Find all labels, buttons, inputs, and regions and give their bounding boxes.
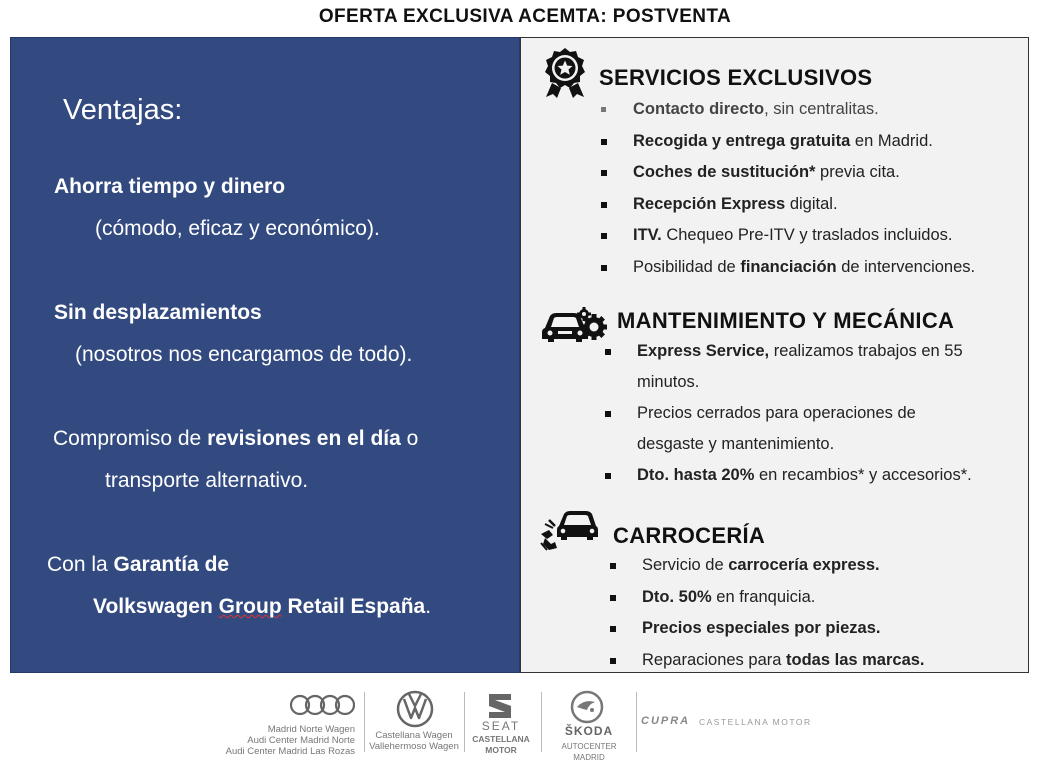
vw-dealer-1: Castellana Wagen (375, 730, 453, 741)
item-text: en recambios* y accesorios*. (754, 466, 972, 484)
advantage-4-brand-b: Group (218, 595, 282, 618)
item-bold: financiación (740, 257, 837, 276)
advantage-3-detail: transporte alternativo. (105, 469, 309, 492)
list-item (601, 189, 975, 221)
car-repair-icon (539, 508, 599, 552)
advantage-4-brand (93, 595, 425, 618)
skoda-brand: ŠKODA (564, 724, 614, 738)
carroceria-list (610, 550, 925, 676)
skoda-dealer: AUTOCENTER MADRID (561, 742, 617, 762)
item-bold: Express Service, (637, 342, 770, 360)
advantage-2-title: Sin desplazamientos (54, 301, 262, 324)
list-item (601, 94, 975, 126)
item-bold: Precios especiales por piezas. (642, 619, 881, 637)
item-text: Chequeo Pre-ITV y traslados incluidos. (661, 226, 953, 244)
logo-divider (541, 692, 542, 752)
advantage-3-bold: revisiones en el día (207, 427, 401, 450)
item-text: realizamos trabajos en 55 (769, 342, 963, 360)
bullet-square-icon (601, 265, 607, 271)
list-item (610, 613, 925, 645)
list-item (605, 336, 972, 398)
audi-dealers (200, 724, 355, 757)
advantages-heading: Ventajas: (63, 94, 183, 126)
skoda-logo-icon (570, 690, 604, 724)
item-text-cont: minutos. (637, 373, 700, 391)
item-bold: carrocería express. (728, 556, 880, 574)
bullet-square-icon (610, 595, 616, 601)
bullet-square-icon (601, 233, 607, 239)
list-item (601, 126, 975, 158)
item-text: digital. (785, 194, 838, 213)
audi-rings-icon (289, 693, 355, 717)
item-text: Precios cerrados para operaciones de (637, 404, 916, 422)
list-item (610, 645, 925, 677)
page-title: OFERTA EXCLUSIVA ACEMTA: POSTVENTA (318, 6, 732, 27)
item-bold: todas las marcas. (786, 650, 925, 669)
item-text: de intervenciones. (836, 257, 976, 276)
logo-divider (636, 692, 637, 752)
item-bold: Recepción Express (633, 194, 786, 213)
bullet-square-icon (605, 349, 611, 355)
cupra-dealer: CASTELLANA MOTOR (699, 717, 812, 727)
bullet-square-icon (610, 658, 616, 664)
advantage-3-pre: Compromiso de (53, 427, 208, 450)
audi-dealer-3: Audi Center Madrid Las Rozas (225, 746, 355, 757)
item-bold: Contacto directo (633, 100, 765, 118)
logo-divider (464, 692, 465, 752)
seat-brand: SEAT (481, 719, 521, 733)
item-bold: Recogida y entrega gratuita (633, 131, 851, 150)
advantage-1 (54, 166, 285, 208)
item-text: en Madrid. (850, 131, 933, 150)
advantage-4-detail (93, 586, 431, 628)
item-bold: Dto. hasta 20% (637, 466, 755, 484)
car-gears-icon (541, 306, 607, 346)
seat-dealer-1: CASTELLANA (472, 734, 530, 744)
bullet-square-icon (601, 107, 606, 112)
advantage-1-detail: (cómodo, eficaz y económico). (95, 217, 380, 240)
advantage-2-detail: (nosotros nos encargamos de todo). (75, 343, 413, 366)
item-text: Servicio de (642, 556, 729, 574)
advantage-1-title: Ahorra tiempo y dinero (54, 175, 286, 198)
list-item (605, 460, 972, 492)
advantage-4-brand-a: Volkswagen (93, 595, 219, 618)
list-item (601, 252, 975, 284)
advantage-4-bold: Garantía de (113, 553, 230, 576)
seat-logo-icon (487, 692, 513, 720)
advantage-4-period: . (425, 595, 432, 618)
item-text: , sin centralitas. (764, 100, 879, 118)
advantages-panel (10, 37, 520, 673)
servicios-list (601, 94, 975, 283)
list-item (610, 582, 925, 614)
section-title-servicios: SERVICIOS EXCLUSIVOS (599, 65, 873, 90)
seat-dealer (466, 734, 536, 756)
advantage-3-post: o (400, 427, 419, 450)
vw-dealer-2: Vallehermoso Wagen (369, 741, 459, 752)
audi-dealer-1: Madrid Norte Wagen (267, 724, 355, 735)
mantenimiento-list (605, 336, 972, 492)
vw-dealers (366, 730, 462, 752)
item-bold: Coches de sustitución* (633, 163, 816, 181)
list-item (601, 220, 975, 252)
advantage-4 (47, 544, 229, 586)
advantage-4-brand-c: Retail España (281, 595, 426, 618)
item-bold: Dto. 50% (642, 587, 712, 606)
bullet-square-icon (610, 626, 616, 632)
section-title-carroceria: CARROCERÍA (613, 523, 766, 548)
advantage-3 (53, 418, 418, 460)
item-bold: ITV. (633, 226, 662, 244)
vw-logo-icon (396, 690, 434, 728)
advantage-2 (54, 292, 262, 334)
advantage-4-pre: Con la (47, 553, 114, 576)
dealer-logos (0, 686, 1039, 761)
audi-dealer-2: Audi Center Madrid Norte (247, 735, 355, 746)
bullet-square-icon (605, 473, 611, 479)
item-text-cont: desgaste y mantenimiento. (637, 435, 835, 453)
list-item (605, 398, 972, 460)
item-text: Reparaciones para (642, 650, 787, 669)
list-item (610, 550, 925, 582)
bullet-square-icon (601, 139, 607, 145)
bullet-square-icon (610, 563, 616, 569)
bullet-square-icon (605, 411, 611, 417)
logo-divider (364, 692, 365, 752)
item-text: previa cita. (815, 163, 900, 181)
seat-dealer-2: MOTOR (485, 745, 517, 755)
cupra-brand: CUPRA (641, 715, 691, 727)
services-panel (520, 37, 1029, 673)
item-text: en franquicia. (711, 587, 816, 606)
section-title-mantenimiento: MANTENIMIENTO Y MECÁNICA (617, 308, 955, 333)
award-badge-icon (543, 47, 587, 99)
bullet-square-icon (601, 170, 607, 176)
list-item (601, 157, 975, 189)
bullet-square-icon (601, 202, 607, 208)
item-text: Posibilidad de (633, 257, 741, 276)
